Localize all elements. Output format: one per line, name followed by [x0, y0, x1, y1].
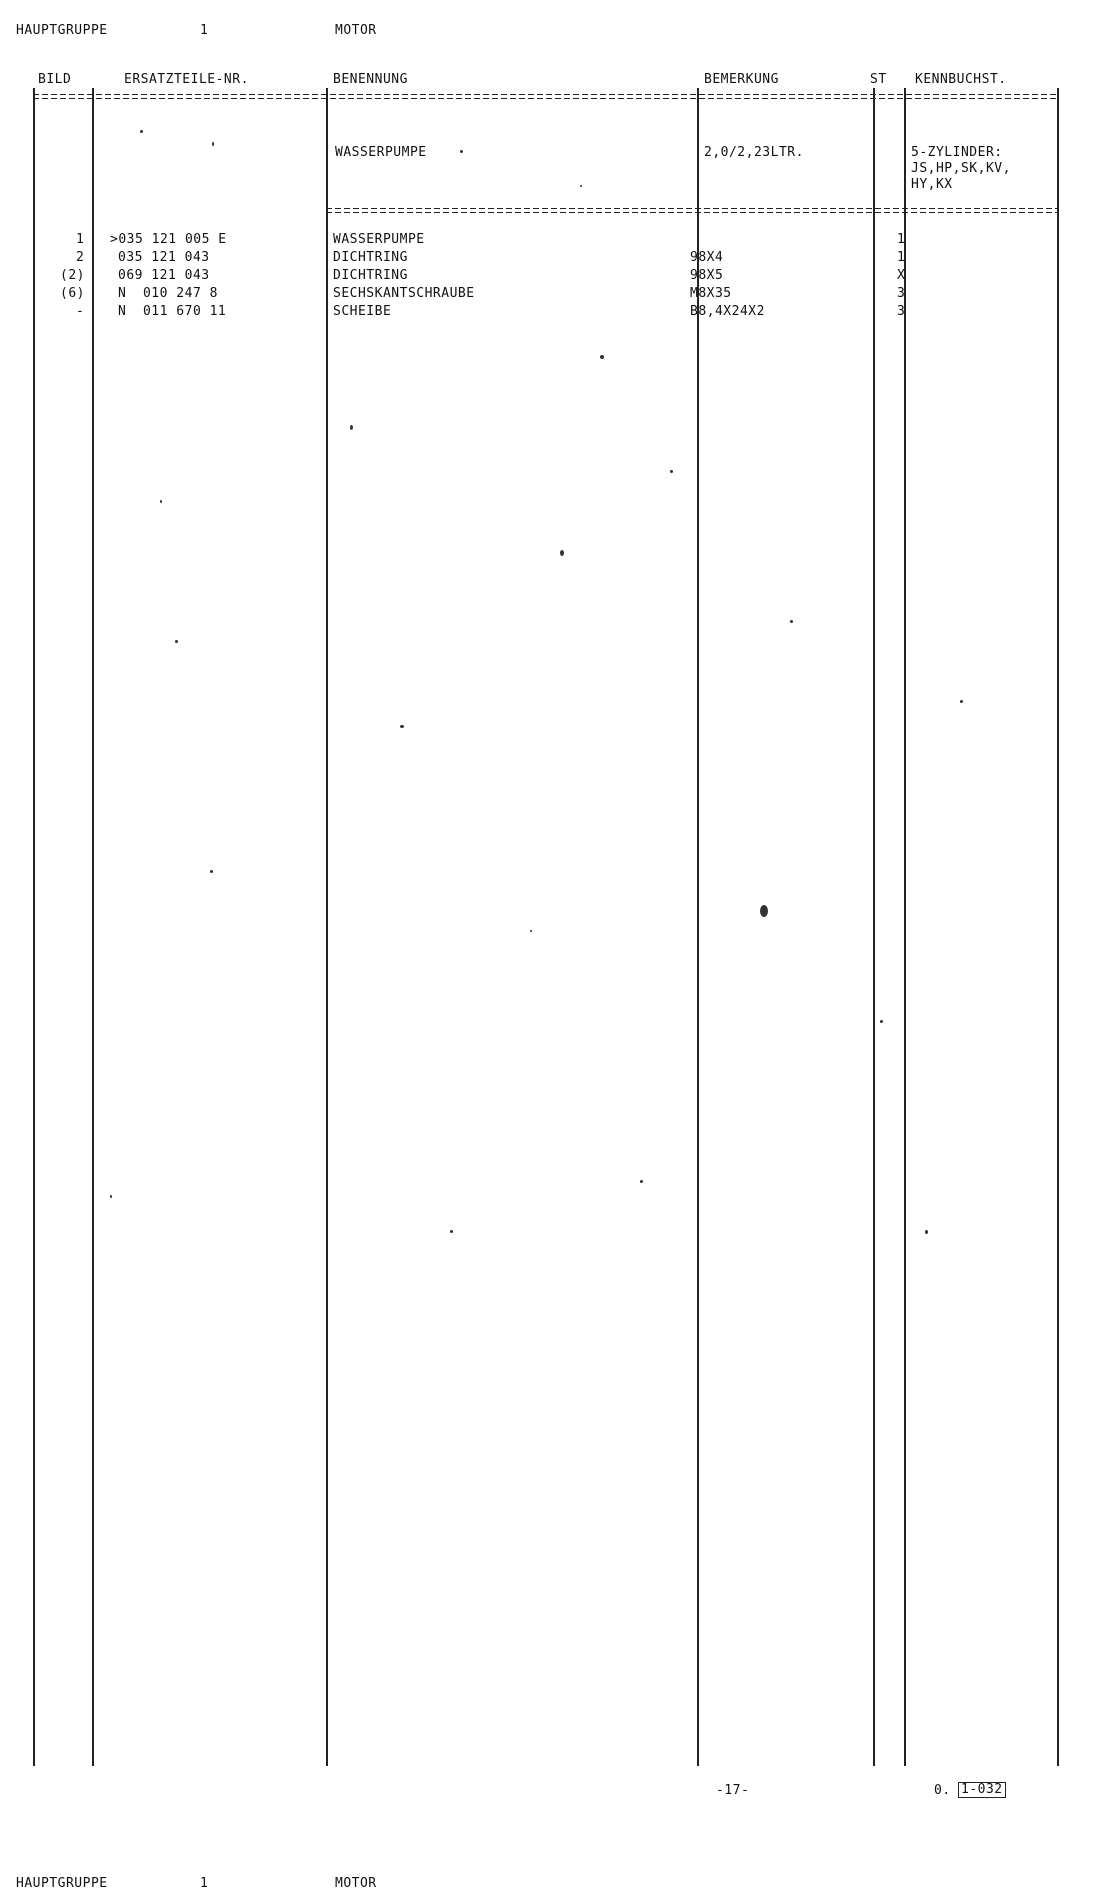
- scan-speck: [450, 1230, 453, 1233]
- scan-speck: [925, 1230, 928, 1234]
- bottom-group-number: 1: [200, 1876, 209, 1891]
- scan-speck: [530, 930, 532, 932]
- row-5-part: N 011 670 11: [118, 304, 227, 319]
- col-divider-qty: [904, 88, 906, 1766]
- section-kenn-line-2: JS,HP,SK,KV,: [911, 161, 1011, 176]
- row-2-bild: 2: [76, 250, 85, 265]
- page-code: 1-032: [958, 1782, 1006, 1798]
- scan-speck: [640, 1180, 643, 1183]
- row-2-part: 035 121 043: [118, 250, 210, 265]
- row-5-qty: 3: [897, 304, 906, 319]
- header-separator: [33, 94, 1058, 100]
- scan-speck: [400, 725, 404, 728]
- col-divider-left: [33, 88, 35, 1766]
- row-4-remark: M8X35: [690, 286, 732, 301]
- bottom-group-name: MOTOR: [335, 1876, 377, 1891]
- col-header-name: BENENNUNG: [333, 72, 408, 87]
- scan-speck: [160, 500, 162, 503]
- scan-speck: [175, 640, 178, 643]
- col-divider-bild: [92, 88, 94, 1766]
- row-2-remark: 98X4: [690, 250, 724, 265]
- section-kenn-line-3: HY,KX: [911, 177, 953, 192]
- row-4-bild: (6): [60, 286, 85, 301]
- footer-mark: 0.: [934, 1783, 951, 1798]
- col-divider-right: [1057, 88, 1059, 1766]
- scan-speck: [580, 185, 582, 187]
- row-4-name: SECHSKANTSCHRAUBE: [333, 286, 475, 301]
- col-header-part-number: ERSATZTEILE-NR.: [124, 72, 249, 87]
- row-3-name: DICHTRING: [333, 268, 408, 283]
- scan-speck: [460, 150, 463, 153]
- col-divider-name: [697, 88, 699, 1766]
- row-1-part: >035 121 005 E: [110, 232, 227, 247]
- section-remark: 2,0/2,23LTR.: [704, 145, 804, 160]
- row-1-qty: 1: [897, 232, 906, 247]
- col-divider-remark: [873, 88, 875, 1766]
- row-1-name: WASSERPUMPE: [333, 232, 425, 247]
- group-label: HAUPTGRUPPE: [16, 23, 108, 38]
- col-header-bild: BILD: [38, 72, 72, 87]
- col-header-kennbuchst: KENNBUCHST.: [915, 72, 1007, 87]
- scan-speck: [600, 355, 604, 359]
- scan-speck: [670, 470, 673, 473]
- row-4-qty: 3: [897, 286, 906, 301]
- row-5-remark: B8,4X24X2: [690, 304, 765, 319]
- row-3-remark: 98X5: [690, 268, 724, 283]
- col-header-remark: BEMERKUNG: [704, 72, 779, 87]
- scan-speck: [210, 870, 213, 873]
- col-divider-part: [326, 88, 328, 1766]
- row-3-part: 069 121 043: [118, 268, 210, 283]
- col-header-qty: ST: [870, 72, 887, 87]
- section-kenn-line-1: 5-ZYLINDER:: [911, 145, 1003, 160]
- page-number: -17-: [716, 1783, 750, 1798]
- row-2-name: DICHTRING: [333, 250, 408, 265]
- row-5-name: SCHEIBE: [333, 304, 392, 319]
- scan-speck: [350, 425, 353, 430]
- group-name: MOTOR: [335, 23, 377, 38]
- scan-speck: [790, 620, 793, 623]
- scan-speck: [760, 905, 768, 917]
- section-separator: [326, 208, 1058, 214]
- row-2-qty: 1: [897, 250, 906, 265]
- bottom-group-label: HAUPTGRUPPE: [16, 1876, 108, 1891]
- row-1-bild: 1: [76, 232, 85, 247]
- row-3-bild: (2): [60, 268, 85, 283]
- group-number: 1: [200, 23, 209, 38]
- scan-speck: [140, 130, 143, 133]
- row-3-qty: X: [897, 268, 906, 283]
- section-title: WASSERPUMPE: [335, 145, 427, 160]
- scan-speck: [960, 700, 963, 703]
- row-4-part: N 010 247 8: [118, 286, 218, 301]
- scan-speck: [880, 1020, 883, 1023]
- scan-speck: [560, 550, 564, 556]
- row-5-bild: -: [76, 304, 85, 319]
- scan-speck: [110, 1195, 112, 1198]
- scan-speck: [212, 142, 214, 146]
